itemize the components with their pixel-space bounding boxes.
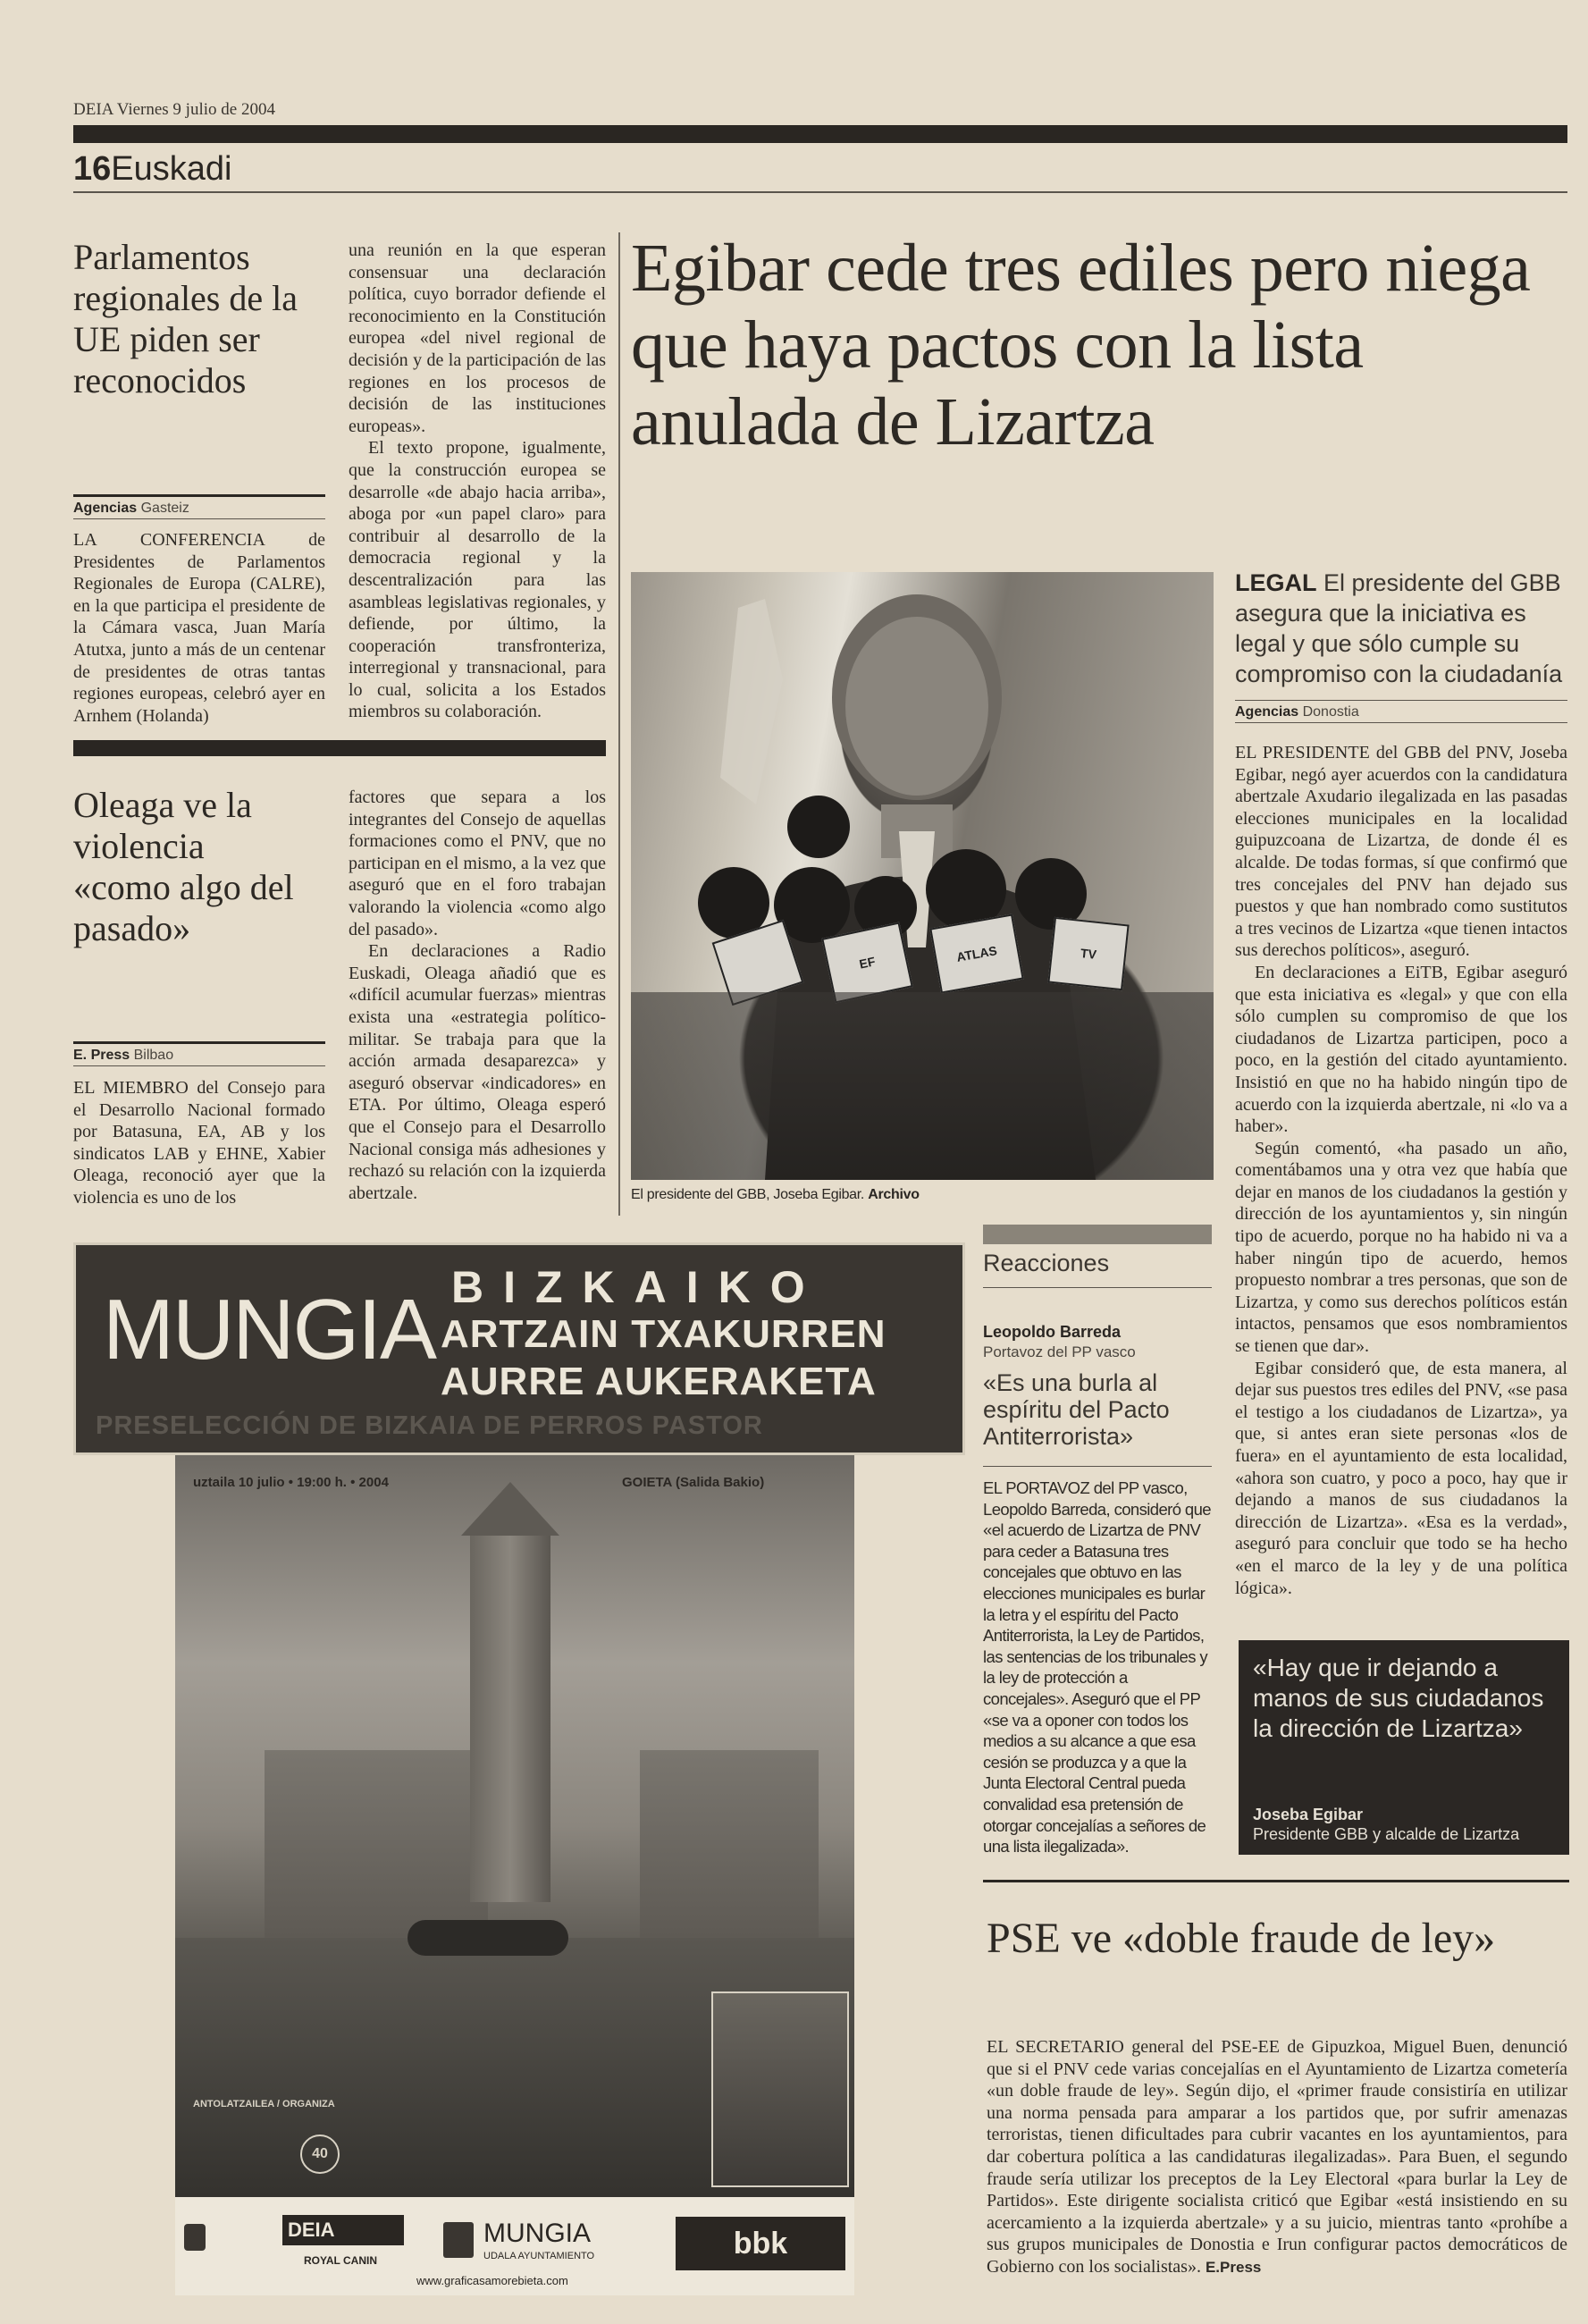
reactions-quote-rule	[983, 1466, 1212, 1467]
main-headline: Egibar cede tres ediles pero niega que haya pactos con la lista anulada de Lizartza	[631, 231, 1531, 459]
ad-sheep	[408, 1920, 568, 1956]
ad-venue: GOIETA (Salida Bakio)	[622, 1475, 765, 1490]
article3-headline: PSE ve «doble fraude de ley»	[987, 1915, 1496, 1962]
header-rule	[73, 191, 1567, 193]
ad-subtitle: PRESELECCIÓN DE BIZKAIA DE PERROS PASTOR	[96, 1411, 763, 1440]
bizkaia-shield-icon	[184, 2224, 206, 2251]
sponsor-bbk: bbk	[676, 2217, 845, 2270]
mic-flag-ef: EF	[821, 922, 912, 1004]
column-divider	[618, 232, 620, 1216]
ad-date: uztaila 10 julio • 19:00 h. • 2004	[193, 1475, 389, 1490]
pullquote-name: Joseba Egibar	[1253, 1806, 1364, 1823]
main-body: EL PRESIDENTE del GBB del PNV, Joseba Egibar, negó ayer acuerdos con la candidatura abertzale Axudario ilegalizada en las pasadas elecciones municipales en la localidad guipuzcoana de Lizartza, de donde él es alcalde. De todas formas, sí que confirmó que tres concejales del PNV han dejado sus puestos y que han nombrado como sustitutos a tres vecinos de Lizartza «que tienen intactos sus derechos políticos», aseguró. En declaraciones a EiTB, Egibar aseguró que esta iniciativa es «legal» y que con ella sólo cumplen su compromiso de que los ciudadanos de Lizartza participen, poco a poco, en la gestión del citado ayuntamiento. Insistió en que no ha habido ningún tipo de acuerdo con la izquierda abertzale, ni «lo va a haber». Según comentó, «ha pasado un año, comentábamos una y otra vez que había que dejar en manos de los ciudadanos la gestión y dirección de los ayuntamientos y, sin ningún tipo de acuerdo, porque no ha habido ni va a haber ningún tipo de acuerdo, hemos propuesto nombrar a tres personas, que son de Lizartza, y como sus derechos políticos están intactos, pensamos que esos nombramientos se tienen que dar». Egibar consideró que, de esta manera, al dejar sus puestos tres ediles del PNV, «se pasa el testigo a los ciudadanos de Lizartza», ya que, si antes eran siete personas «los de fuera» en el ayuntamiento de esta localidad, «ahora son cuatro, y poco a poco, hay que ir dejando a manos de sus ciudadanos la dirección de Lizartza». «Esa es la verdad», aseguró para concluir que todo se ha hecho «en el marco de la ley y de una política lógica».	[1235, 743, 1567, 1598]
ad-organizer: ANTOLATZAILEA / ORGANIZA	[193, 2099, 335, 2109]
sponsor-mungia-sub: UDALA AYUNTAMIENTO	[483, 2251, 595, 2261]
ad-building-left	[265, 1750, 488, 1938]
microphone-1	[787, 796, 850, 858]
reactions-name: Leopoldo Barreda	[983, 1323, 1122, 1341]
reactions-rule	[983, 1287, 1212, 1288]
photo-credit: Archivo	[868, 1187, 920, 1202]
section-name: Euskadi	[111, 150, 232, 188]
ad-line2: ARTZAIN TXAKURREN	[441, 1312, 886, 1356]
ad-tower	[470, 1527, 550, 1902]
section-header	[73, 150, 231, 189]
ad-banner	[73, 1242, 965, 1455]
article3-body: EL SECRETARIO general del PSE-EE de Gipuzkoa, Miguel Buen, denunció que si el PNV cede varias concejalías en el Ayuntamiento de Lizartza cometería «un doble fraude de ley». Según dijo, el «primer fraude consistiría en utilizar una norma pensada para amparar a los partidos que, por sufrir amenazas terroristas, tienen dificultades para cubrir vacantes en los ayuntamientos, para dar cobertura política a las candidaturas ilegalizadas». Para Buen, el segundo fraude sería utilizar los preceptos de la Ley Electoral «para burlar la Ley de Partidos». Este dirigente socialista criticó que Egibar «está insistiendo en su acercamiento a la izquierda abertzale» y a su juicio, mientras tanto «prohíbe a sus grupos municipales de Donostia e Irun configurar pactos democráticos de Gobierno con los socialistas». E.Press	[987, 2037, 1567, 2277]
reactions-title: Reacciones	[983, 1250, 1110, 1276]
ad-tower-roof	[461, 1482, 559, 1536]
article2-rule	[73, 1041, 325, 1044]
top-bar	[73, 125, 1567, 143]
pullquote-role: Presidente GBB y alcalde de Lizartza	[1253, 1825, 1520, 1843]
sponsor-deia: DEIA	[282, 2215, 404, 2245]
reactions-role: Portavoz del PP vasco	[983, 1343, 1136, 1360]
table-shadow	[631, 992, 1214, 1180]
photo-caption: El presidente del GBB, Joseba Egibar. Archivo	[631, 1187, 920, 1202]
article1-byline-rule	[73, 518, 325, 519]
mic-flag-atlas: ATLAS	[929, 914, 1023, 993]
pullquote-text: «Hay que ir dejando a manos de sus ciudadanos la dirección de Lizartza»	[1253, 1654, 1544, 1742]
reactions-body: EL PORTAVOZ del PP vasco, Leopoldo Barreda, consideró que «el acuerdo de Lizartza de PNV para ceder a Batasuna tres concejales que obtuvo en las elecciones municipales es burlar la letra y el espíritu del Pacto Antiterrorista, la Ley de Partidos, las sentencias de los tribunales y la ley de protección a concejales». Aseguró que el PP «se va a oponer con todos los medios a su alcance a que esa cesión se produzca y a que la Junta Electoral Central pueda convalidad esa pretensión de otorgar concejalías a señores de una lista ilegalizada».	[983, 1478, 1211, 1857]
ad-line3: AURRE AUKERAKETA	[441, 1360, 877, 1403]
reactions-quote: «Es una burla al espíritu del Pacto Antiterrorista»	[983, 1369, 1170, 1450]
ad-shepherd-photo	[711, 1991, 849, 2187]
sponsor-mungia: MUNGIA	[483, 2219, 591, 2248]
ad-poster	[175, 1455, 854, 2197]
article2-body-col2: factores que separa a los integrantes del Consejo de aquellas formaciones como el PNV, que no participan en el mismo, a la vez que aseguró que en el foro trabajan valorando la violencia «como algo del pasado». En declaraciones a Radio Euskadi, Oleaga añadió que es «difícil acumular fuerzas» mientras exista una «estrategia político-militar. Se trabaja para que la acción armada desaparezca» y aseguró observar «indicadores» en ETA. Por último, Oleaga esperó que el Consejo para el Desarrollo Nacional consiga más adhesiones y rechazó su relación con la izquierda abertzale.	[349, 787, 606, 1203]
mic-flag-tv: TV	[1047, 917, 1129, 990]
article1-body-col1: LA CONFERENCIA de Presidentes de Parlamentos Regionales de Europa (CALRE), en la que participa el presidente de la Cámara vasca, Juan María Atutxa, junto a más de un centenar de presidentes de otras tantas regiones europeas, celebró ayer en Arnhem (Holanda)	[73, 530, 325, 726]
reactions-bar	[983, 1225, 1212, 1244]
article2-topbar	[73, 740, 606, 756]
article1-headline: Parlamentos regionales de la UE piden ser reconocidos	[73, 237, 298, 400]
main-deck: LEGAL El presidente del GBB asegura que la iniciativa es legal y que sólo cumple su compromiso con la ciudadanía	[1235, 569, 1563, 687]
article3-agency: E.Press	[1205, 2258, 1262, 2276]
main-deck-rule	[1235, 700, 1567, 701]
ad-brand: MUNGIA	[103, 1282, 435, 1377]
article1-body-col2: una reunión en la que esperan consensuar una declaración política, cuyo borrador defiende el reconocimiento en la Constitución europea «del nivel regional de decisión y de la participación de las regiones en los procesos de decisión de las instituciones europeas». El texto propone, igualmente, que la construcción europea se desarrolle «de abajo hacia arriba», aboga por «un papel claro» para contribuir al desarrollo de la democracia regional y la descentralización para las asambleas legislativas regionales, y defiende, por último, la cooperación transfronteriza, interregional y transnacional, para lo cual, solicita a los Estados miembros su colaboración.	[349, 240, 606, 722]
ad-line1: BIZKAIKO	[451, 1262, 825, 1312]
ad-anniversary-badge: 40	[300, 2135, 340, 2174]
article2-headline: Oleaga ve la violencia «como algo del pasado»	[73, 785, 294, 948]
ad-website: www.graficasamorebieta.com	[416, 2274, 568, 2287]
pullquote-box	[1239, 1640, 1569, 1855]
article3-rule	[983, 1880, 1569, 1882]
sponsor-royal-canin: ROYAL CANIN	[303, 2254, 377, 2267]
main-byline-rule	[1235, 722, 1567, 723]
main-byline: Agencias Donostia	[1235, 704, 1359, 720]
ad-sponsors	[175, 2197, 854, 2295]
main-photo	[631, 572, 1214, 1180]
article2-byline-rule	[73, 1065, 325, 1066]
article2-body-col1: EL MIEMBRO del Consejo para el Desarrollo Nacional formado por Batasuna, EA, AB y los sindicatos LAB y EHNE, Xabier Oleaga, reconoció ayer que la violencia es uno de los	[73, 1078, 325, 1208]
page-date: DEIA Viernes 9 julio de 2004	[73, 100, 275, 119]
ad-building-right	[640, 1750, 819, 1938]
mungia-shield-icon	[443, 2222, 474, 2258]
article1-byline: Agencias Gasteiz	[73, 501, 189, 516]
article2-byline: E. Press Bilbao	[73, 1048, 174, 1063]
page-number: 16	[73, 150, 112, 188]
article1-rule	[73, 494, 325, 497]
